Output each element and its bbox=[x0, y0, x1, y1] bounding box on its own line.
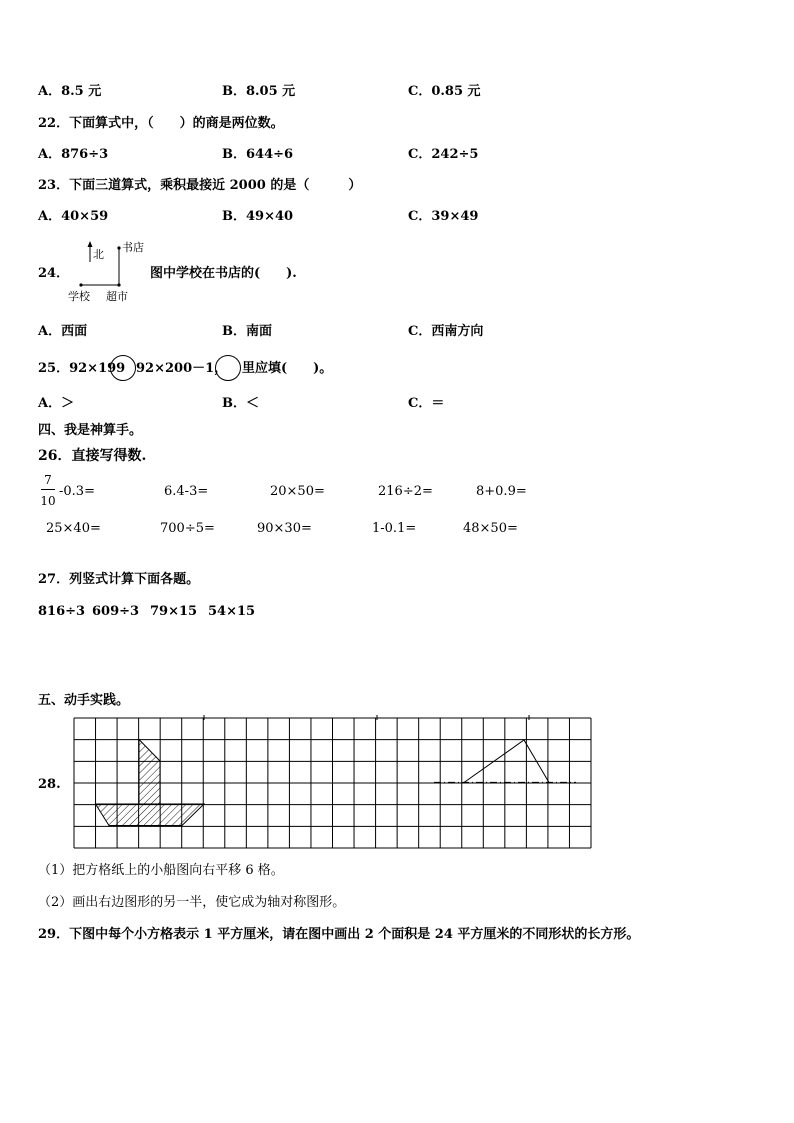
q26-fraction-denominator: 10 bbox=[40, 494, 56, 508]
q24-stem: 图中学校在书店的( ). bbox=[150, 266, 297, 281]
q25-option-b[interactable]: B．＜ bbox=[222, 396, 259, 411]
q23-stem: 23．下面三道算式，乘积最接近 2000 的是（ ） bbox=[38, 178, 362, 193]
q26-row1-item: 8+0.9= bbox=[476, 484, 527, 499]
q28-number: 28. bbox=[38, 777, 61, 792]
q22-option-a[interactable]: A．876÷3 bbox=[38, 147, 109, 162]
q27-item: 79×15 bbox=[150, 604, 198, 619]
q24-option-c[interactable]: C．西南方向 bbox=[408, 324, 484, 339]
q27-item: 609÷3 bbox=[92, 604, 140, 619]
q26-row2-item: 90×30= bbox=[257, 521, 312, 536]
q24-option-b[interactable]: B．南面 bbox=[222, 324, 272, 339]
q24-north-label: 北 bbox=[93, 248, 104, 261]
q25-right: 里应填( )。 bbox=[242, 361, 333, 376]
q23-option-b[interactable]: B．49×40 bbox=[222, 209, 294, 224]
q21-option-b[interactable]: B．8.05 元 bbox=[222, 84, 296, 99]
q26-fraction-expression: -0.3= bbox=[59, 484, 95, 499]
q26-row1-item: 6.4-3= bbox=[164, 484, 209, 499]
q24-bookstore-label: 书店 bbox=[122, 241, 144, 254]
q23-option-a[interactable]: A．40×59 bbox=[38, 209, 109, 224]
q25-reference-circle bbox=[215, 355, 241, 381]
q27-stem: 27．列竖式计算下面各题。 bbox=[38, 572, 200, 587]
q27-item: 816÷3 bbox=[38, 604, 86, 619]
q27-item: 54×15 bbox=[208, 604, 256, 619]
q23-option-c[interactable]: C．39×49 bbox=[408, 209, 479, 224]
q22-stem: 22．下面算式中，（ ）的商是两位数。 bbox=[38, 116, 284, 131]
q22-option-b[interactable]: B．644÷6 bbox=[222, 147, 294, 162]
q24-school-label: 学校 bbox=[68, 290, 90, 303]
boat-sail bbox=[139, 740, 160, 805]
q24-supermarket-label: 超市 bbox=[106, 290, 128, 303]
q25-option-a[interactable]: A．＞ bbox=[38, 396, 75, 411]
q26-row1-item: 20×50= bbox=[270, 484, 325, 499]
q29-stem: 29．下图中每个小方格表示 1 平方厘米，请在图中画出 2 个面积是 24 平方厘米的不同形状的长方形。 bbox=[38, 927, 640, 942]
q28-grid-paper[interactable] bbox=[74, 718, 594, 850]
q22-option-c[interactable]: C．242÷5 bbox=[408, 147, 479, 162]
q26-row2-item: 700÷5= bbox=[160, 521, 215, 536]
q24-map bbox=[62, 240, 147, 305]
q21-option-a[interactable]: A．8.5 元 bbox=[38, 84, 102, 99]
q26-row2-item: 1-0.1= bbox=[372, 521, 417, 536]
q28-sub1: （1）把方格纸上的小船图向右平移 6 格。 bbox=[38, 863, 284, 878]
q26-row2-item: 25×40= bbox=[46, 521, 101, 536]
q28-sub2: （2）画出右边图形的另一半，使它成为轴对称图形。 bbox=[38, 895, 346, 910]
q24-option-a[interactable]: A．西面 bbox=[38, 324, 88, 339]
q26-fraction-bar bbox=[41, 489, 55, 490]
q25-blank-circle[interactable] bbox=[110, 355, 136, 381]
q26-stem: 26．直接写得数. bbox=[38, 448, 147, 464]
q25-option-c[interactable]: C．＝ bbox=[408, 396, 445, 411]
q25-left: 25．92×199 bbox=[38, 361, 126, 376]
q26-row1-item: 216÷2= bbox=[378, 484, 433, 499]
section-4-heading: 四、我是神算手。 bbox=[38, 423, 143, 438]
q26-fraction-numerator: 7 bbox=[44, 473, 52, 487]
section-5-heading: 五、动手实践。 bbox=[38, 693, 130, 708]
q24-number: 24． bbox=[38, 266, 70, 281]
boat-hull bbox=[96, 804, 205, 826]
q25-middle: 92×200－1， bbox=[136, 361, 228, 376]
q21-option-c[interactable]: C．0.85 元 bbox=[408, 84, 481, 99]
q26-row2-item: 48×50= bbox=[463, 521, 518, 536]
